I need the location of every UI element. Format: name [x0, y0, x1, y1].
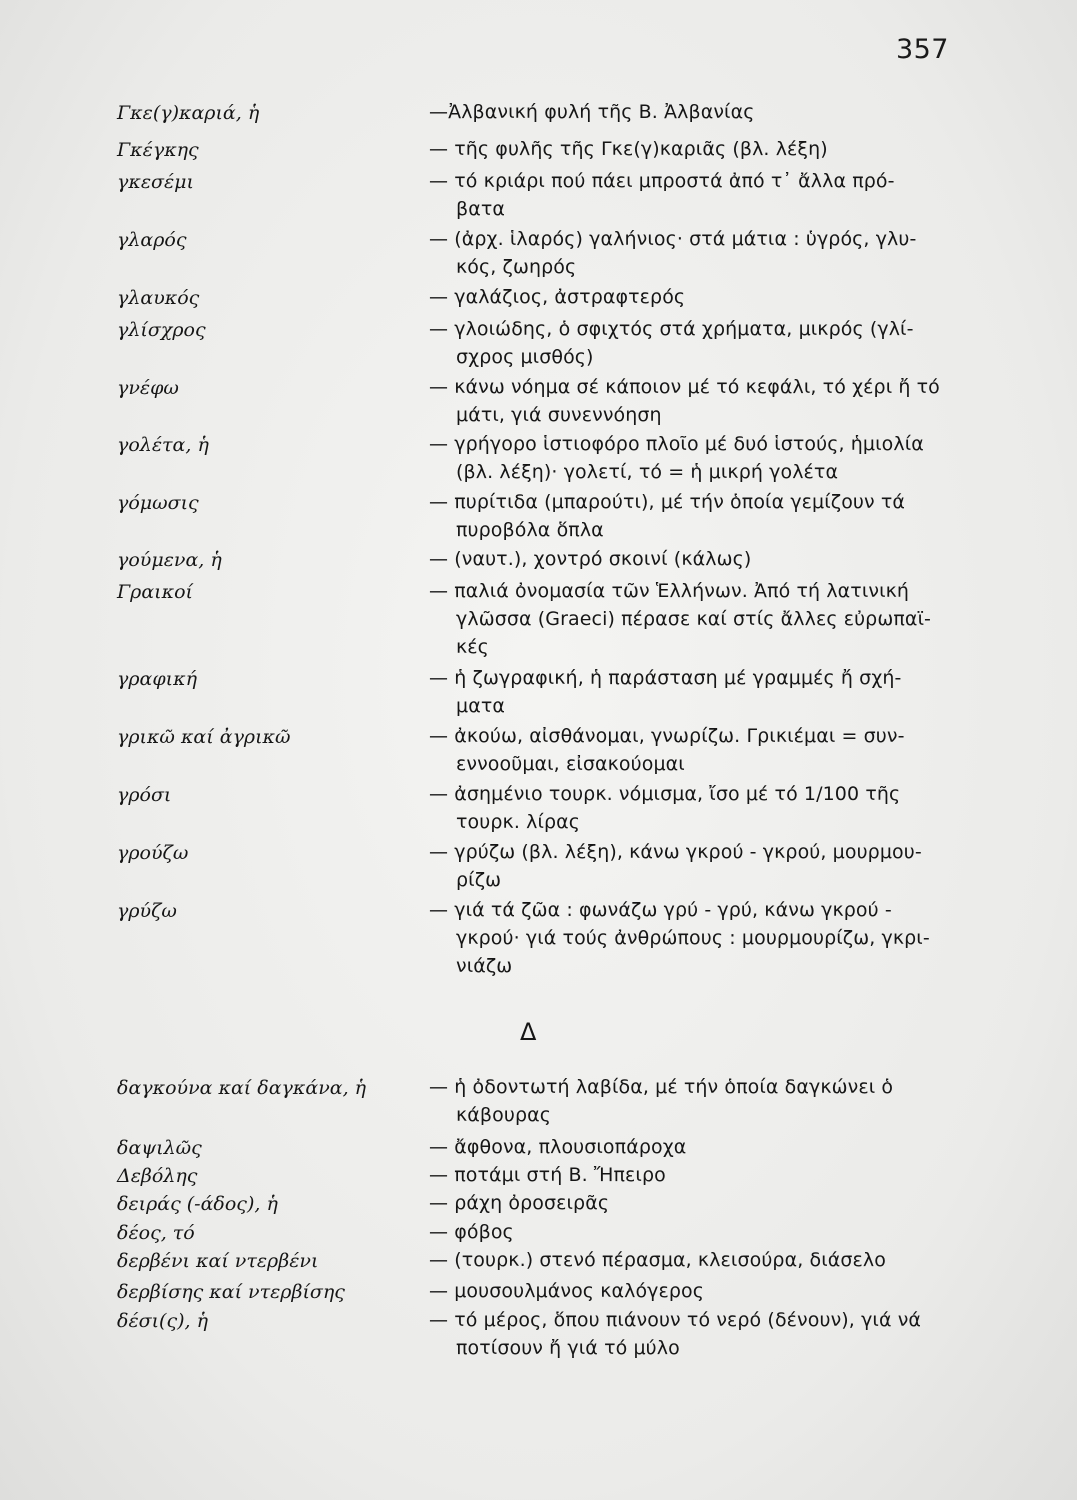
definition-line: γλῶσσα (Graeci) πέρασε καί στίς ἄλλες εὐρωπαϊ- [456, 608, 931, 630]
definition-line: τουρκ. λίρας [456, 811, 581, 833]
entry-definition [429, 896, 929, 980]
definition-line: βατα [456, 198, 506, 220]
entry-term: δερβίσης καί ντερβίσης [117, 1281, 345, 1303]
entry-definition [429, 373, 940, 429]
entry-term: Γκε(γ)καριά, ἡ [117, 102, 260, 124]
entry-definition [429, 135, 929, 163]
definition-line: — τό μέρος, ὅπου πιάνουν τό νερό (δένουν), γιά νά [429, 1309, 922, 1331]
definition-line: σχρος μισθός) [456, 346, 594, 368]
entry-term: δέος, τό [117, 1222, 195, 1244]
entry-term: γραφική [117, 668, 197, 690]
definition-line: μάτι, γιά συνεννόηση [456, 404, 662, 426]
entry-term: Γκέγκης [117, 139, 199, 161]
definition-line: ποτίσουν ἤ γιά τό μύλο [456, 1337, 680, 1359]
definition-line: — κάνω νόημα σέ κάποιον μέ τό κεφάλι, τό χέρι ἤ τό [429, 376, 940, 398]
definition-line: — γρύζω (βλ. λέξη), κάνω γκρού - γκρού, μουρμου- [429, 841, 922, 863]
definition-line: — τό κριάρι πού πάει μπροστά ἀπό τ᾽ ἄλλα πρό- [429, 170, 895, 192]
entry-definition [429, 1161, 929, 1189]
definition-line: — γρήγορο ἱστιοφόρο πλοῖο μέ δυό ἱστούς, ἡμιολία [429, 433, 924, 455]
entry-term: γολέτα, ἡ [117, 434, 209, 456]
definition-line: πυροβόλα ὅπλα [456, 519, 604, 541]
entry-definition [429, 430, 929, 486]
definition-line: —Ἀλβανική φυλή τῆς Β. Ἀλβανίας [429, 101, 755, 123]
definition-line: — πυρίτιδα (μπαρούτι), μέ τήν ὁποία γεμίζουν τά [429, 491, 906, 513]
entry-definition [429, 488, 929, 544]
entry-definition [429, 283, 929, 311]
entry-term: γρύζω [117, 900, 177, 922]
entry-term: δαψιλῶς [117, 1137, 202, 1159]
definition-line: κός, ζωηρός [456, 256, 577, 278]
definition-line: — ράχη ὀροσειρᾶς [429, 1192, 610, 1214]
entry-term: γρούζω [117, 842, 189, 864]
definition-line: — (ναυτ.), χοντρό σκοινί (κάλως) [429, 548, 752, 570]
entry-definition [429, 780, 929, 836]
definition-line: — παλιά ὀνομασία τῶν Ἑλλήνων. Ἀπό τή λατινική [429, 580, 910, 602]
entry-definition [429, 722, 929, 778]
entry-term: γλαρός [117, 229, 187, 251]
entry-definition [429, 315, 929, 371]
entry-definition [429, 98, 929, 126]
entry-term: γλίσχρος [117, 319, 206, 341]
definition-line: κάβουρας [456, 1104, 552, 1126]
entry-term: Γραικοί [117, 581, 193, 603]
definition-line: — ἄφθονα, πλουσιοπάροχα [429, 1136, 687, 1158]
definition-line: νιάζω [456, 955, 513, 977]
entry-term: γούμενα, ἡ [117, 549, 222, 571]
definition-line: — γλοιώδης, ὁ σφιχτός στά χρήματα, μικρός (γλί- [429, 318, 914, 340]
entry-definition [429, 545, 929, 573]
definition-line: — ποτάμι στή Β. Ἤπειρο [429, 1164, 666, 1186]
entry-term: δέσι(ς), ἡ [117, 1310, 208, 1332]
definition-line: — ἡ ὀδοντωτή λαβίδα, μέ τήν ὁποία δαγκώνει ὁ [429, 1076, 894, 1098]
entry-definition [429, 577, 929, 661]
entry-term: γρόσι [117, 784, 172, 806]
definition-line: εννοοῦμαι, εἰσακούομαι [456, 753, 685, 775]
entry-term: γνέφω [117, 377, 179, 399]
definition-line: — φόβος [429, 1221, 514, 1243]
definition-line: — (ἀρχ. ἱλαρός) γαλήνιος· στά μάτια : ὑγρός, γλυ- [429, 228, 917, 250]
definition-line: — γαλάζιος, ἀστραφτερός [429, 286, 686, 308]
section-heading: Δ [520, 1018, 537, 1046]
definition-line: — ἀκούω, αἰσθάνομαι, γνωρίζω. Γρικιέμαι = συν- [429, 725, 905, 747]
definition-line: — ἀσημένιο τουρκ. νόμισμα, ἴσο μέ τό 1/100 τῆς [429, 783, 901, 805]
definition-line: κές [456, 636, 489, 658]
entry-term: γρικῶ καί ἀγρικῶ [117, 726, 291, 748]
definition-line: — ἡ ζωγραφική, ἡ παράσταση μέ γραμμές ἤ σχή- [429, 667, 902, 689]
entry-definition [429, 838, 929, 894]
entry-definition [429, 1133, 929, 1161]
page-number: 357 [895, 34, 949, 65]
entry-definition [429, 225, 929, 281]
entry-definition [429, 1246, 929, 1274]
entry-term: γλαυκός [117, 287, 200, 309]
entry-term: γόμωσις [117, 492, 199, 514]
entry-term: δειράς (-άδος), ἡ [117, 1193, 278, 1215]
entry-definition [429, 1277, 929, 1305]
definition-line: — τῆς φυλῆς τῆς Γκε(γ)καριᾶς (βλ. λέξη) [429, 138, 828, 160]
entry-term: Δεβόλης [117, 1165, 198, 1187]
entry-definition [429, 1306, 929, 1362]
definition-line: ματα [456, 695, 505, 717]
entry-term: δερβένι καί ντερβένι [117, 1250, 319, 1272]
entry-definition [429, 167, 929, 223]
entry-definition [429, 1073, 929, 1129]
entry-term: δαγκούνα καί δαγκάνα, ἡ [117, 1077, 367, 1099]
definition-line: ρίζω [456, 869, 502, 891]
definition-line: — γιά τά ζῶα : φωνάζω γρύ - γρύ, κάνω γκρού - [429, 899, 892, 921]
entry-definition [429, 1218, 929, 1246]
entry-term: γκεσέμι [117, 171, 194, 193]
entry-definition [429, 664, 929, 720]
definition-line: — (τουρκ.) στενό πέρασμα, κλεισούρα, διάσελο [429, 1249, 886, 1271]
entry-definition [429, 1189, 929, 1217]
definition-line: — μουσουλμάνος καλόγερος [429, 1280, 705, 1302]
definition-line: (βλ. λέξη)· γολετί, τό = ἡ μικρή γολέτα [456, 461, 839, 483]
definition-line: γκρού· γιά τούς ἀνθρώπους : μουρμουρίζω, γκρι- [456, 927, 930, 949]
